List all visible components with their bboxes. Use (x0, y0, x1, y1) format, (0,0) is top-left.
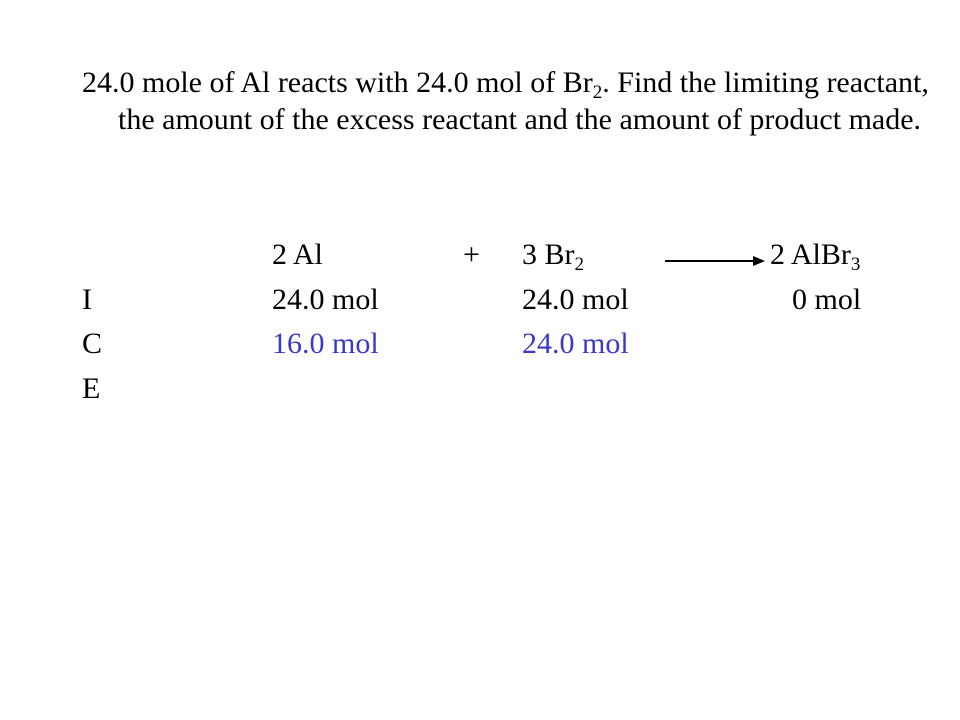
product-text: 2 AlBr (770, 238, 851, 271)
equation-plus: + (463, 238, 480, 271)
equation-reactant-al: 2 Al (272, 238, 323, 271)
problem-statement (82, 64, 938, 138)
right-arrow-icon (665, 254, 765, 268)
equation-reactant-br2 (522, 237, 584, 273)
ice-i-albr3: 0 mol (792, 283, 862, 316)
ice-row-label-e: E (82, 372, 101, 405)
product-subscript: 3 (850, 254, 861, 275)
problem-subscript: 2 (592, 82, 603, 103)
equation-product-albr3 (770, 237, 860, 273)
problem-text-end: . Find the limiting reactant, the amount of the excess reactant and the amount of product made. (118, 66, 929, 136)
ice-i-al: 24.0 mol (272, 283, 379, 316)
ice-row-label-i: I (82, 283, 92, 316)
reactant-br-subscript: 2 (574, 254, 584, 275)
ice-row-label-c: C (82, 327, 103, 360)
ice-c-br2: 24.0 mol (522, 327, 629, 360)
ice-c-al: 16.0 mol (272, 327, 379, 360)
ice-i-br2: 24.0 mol (522, 283, 629, 316)
reactant-br-text: 3 Br (522, 238, 575, 271)
problem-text-start: 24.0 mole of Al reacts with 24.0 mol of Br (82, 66, 593, 99)
